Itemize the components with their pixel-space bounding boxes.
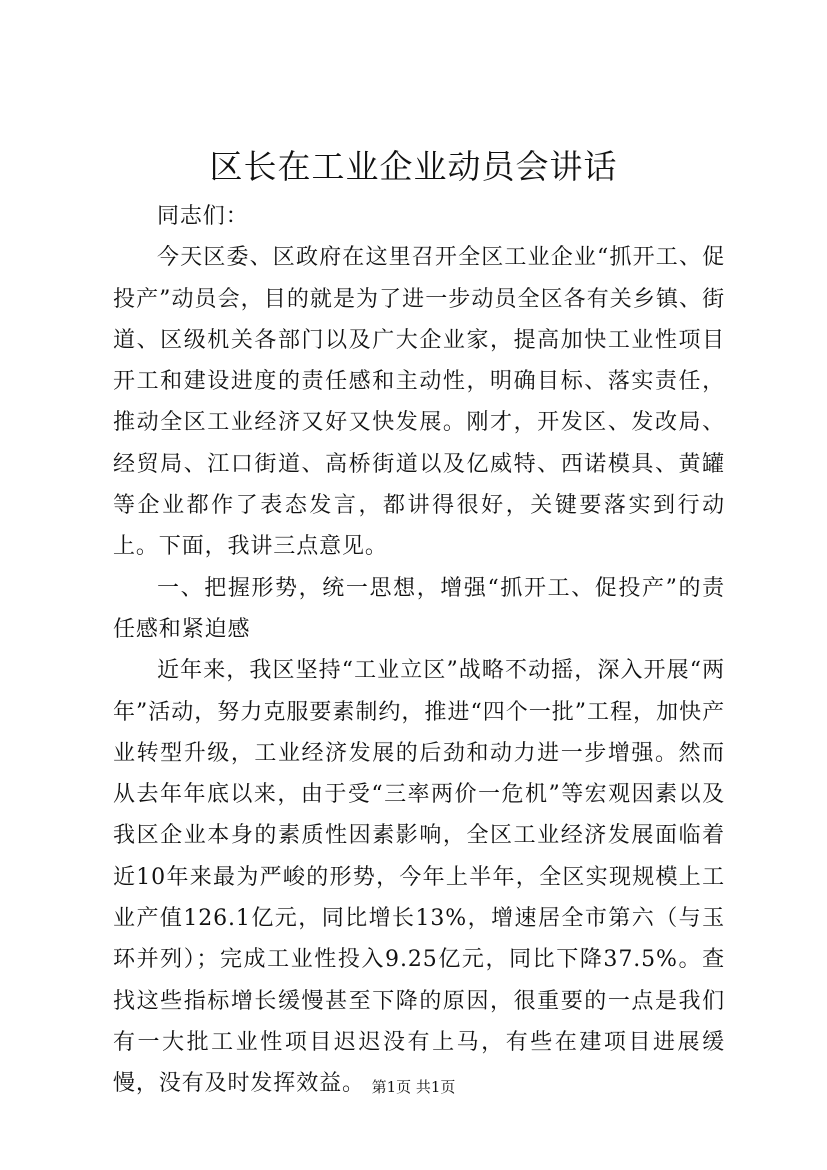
section-heading-paragraph: 一、把握形势，统一思想，增强“抓开工、促投产”的责任感和紧迫感 <box>113 575 725 642</box>
intro-paragraph: 今天区委、区政府在这里召开全区工业企业“抓开工、促投产”动员会，目的就是为了进一步动员全区各有关乡镇、街道、区级机关各部门以及广大企业家，提高加快工业性项目开工和建设进度的责任感和主动性，明确目标、落实责任，推动全区工业经济又好又快发展。刚才，开发区、发改局、经贸局、江口街道、高桥街道以及亿威特、西诺模具、黄罐等企业都作了表态发言，都讲得很好，关键要落实到行动上。下面，我讲三点意见。 <box>113 245 725 560</box>
situation-paragraph: 近年来，我区坚持“工业立区”战略不动摇，深入开展“两年”活动，努力克服要素制约，推进“四个一批”工程，加快产业转型升级，工业经济发展的后劲和动力进一步增强。然而从去年年底以来，由于受“三率两价一危机”等宏观因素以及我区企业本身的素质性因素影响，全区工业经济发展面临着近10年来最为严峻的形势，今年上半年，全区实现规模上工业产值126.1亿元，同比增长13%，增速居全市第六（与玉环并列）；完成工业性投入9.25亿元，同比下降37.5%。查找这些指标增长缓慢甚至下降的原因，很重要的一点是我们有一大批工业性项目迟迟没有上马，有些在建项目进展缓慢，没有及时发挥效益。 <box>113 658 725 1097</box>
document-title: 区长在工业企业动员会讲话 <box>209 147 618 186</box>
page-footer: 第1页 共1页 <box>371 1078 456 1096</box>
document-body <box>113 196 725 1105</box>
salutation-paragraph: 同志们： <box>157 204 249 229</box>
